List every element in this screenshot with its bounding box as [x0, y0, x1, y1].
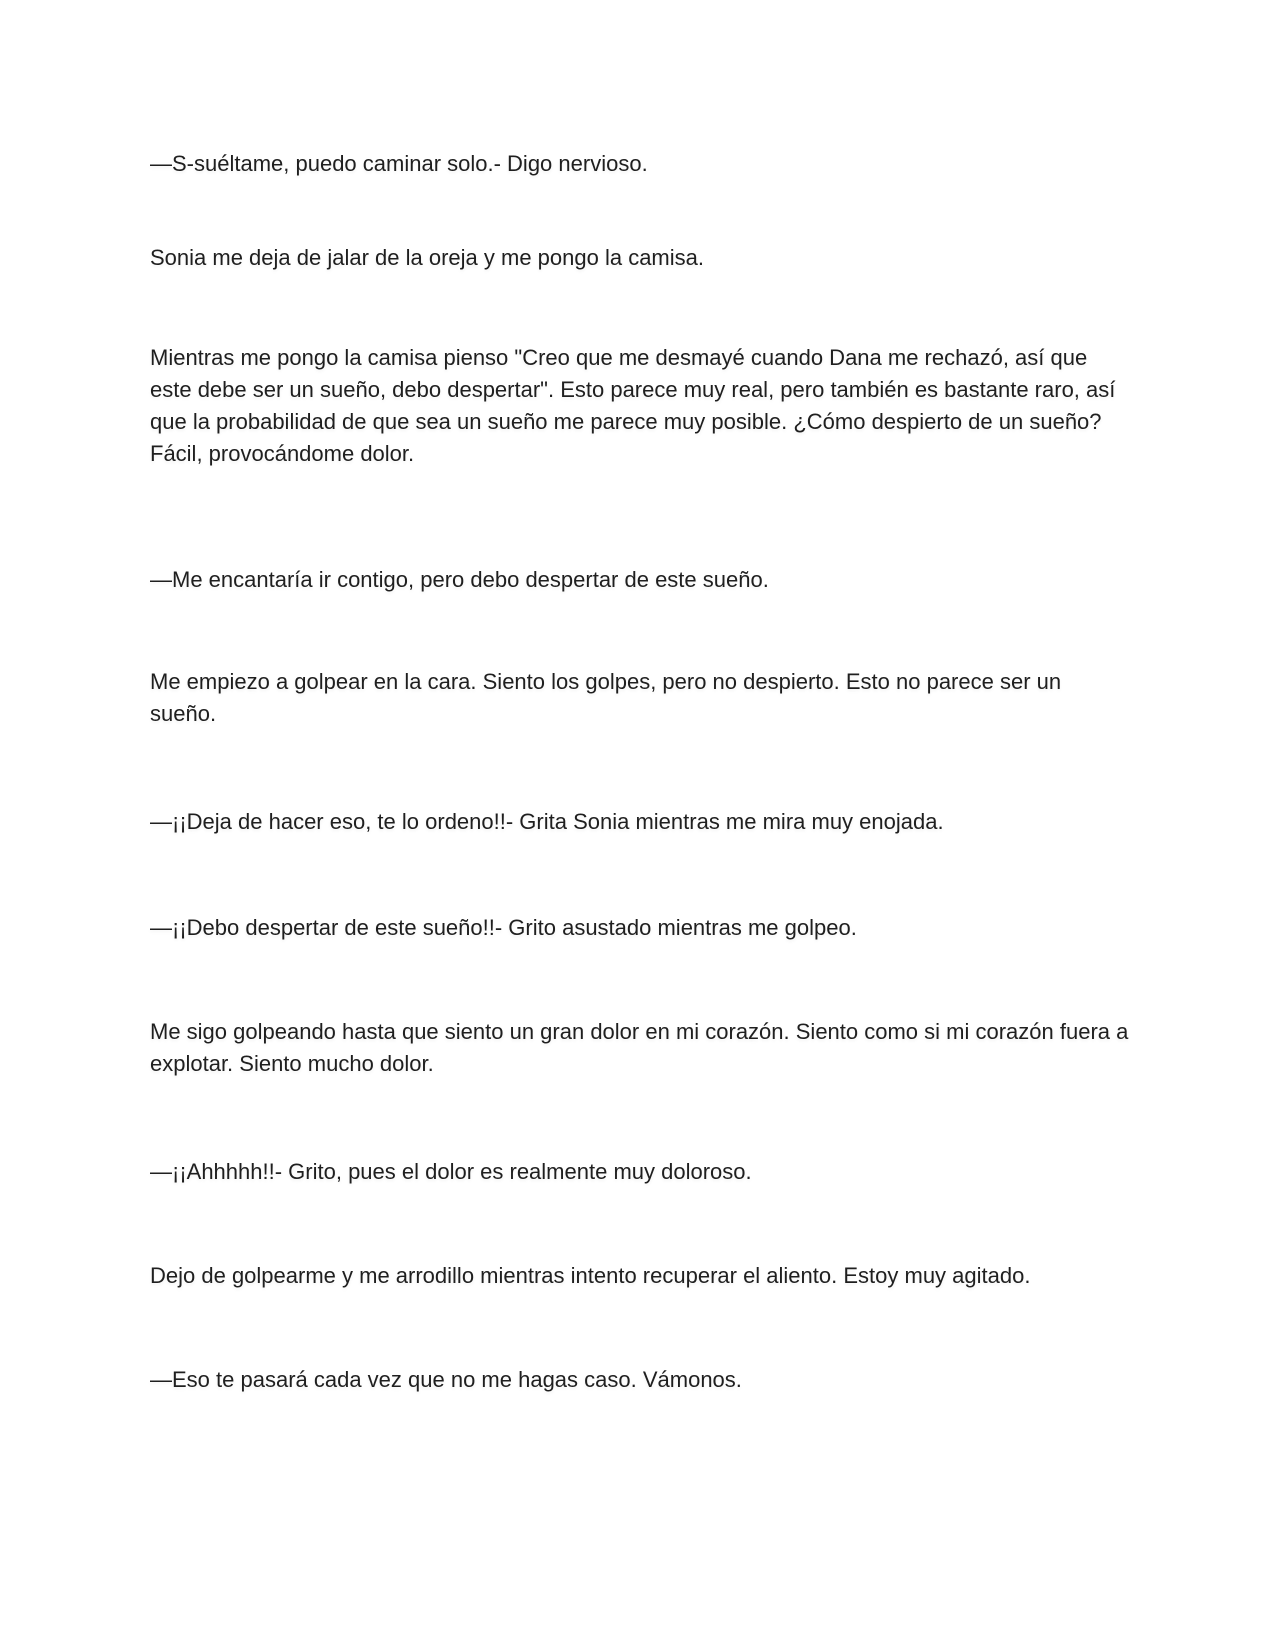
paragraph-7: —¡¡Debo despertar de este sueño!!- Grito asustado mientras me golpeo. — [150, 915, 857, 940]
paragraph-10: Dejo de golpearme y me arrodillo mientras intento recuperar el aliento. Estoy muy agitado. — [150, 1263, 1031, 1288]
paragraph-8: Me sigo golpeando hasta que siento un gran dolor en mi corazón. Siento como si mi corazón fuera a explotar. Siento mucho dolor. — [150, 1019, 1129, 1076]
paragraph-1: —S-suéltame, puedo caminar solo.- Digo nervioso. — [150, 151, 648, 176]
paragraph-3: Mientras me pongo la camisa pienso "Creo que me desmayé cuando Dana me rechazó, así que este debe ser un sueño, debo despertar". Esto parece muy real, pero también es bastante raro, así que la probabilidad de que sea un sueño me parece muy posible. ¿Cómo despierto de un sueño? Fácil, provocándome dolor. — [150, 345, 1116, 466]
paragraph-9: —¡¡Ahhhhh!!- Grito, pues el dolor es realmente muy doloroso. — [150, 1159, 752, 1184]
paragraph-6: —¡¡Deja de hacer eso, te lo ordeno!!- Grita Sonia mientras me mira muy enojada. — [150, 809, 944, 834]
paragraph-5: Me empiezo a golpear en la cara. Siento los golpes, pero no despierto. Esto no parece ser un sueño. — [150, 669, 1062, 726]
paragraph-2: Sonia me deja de jalar de la oreja y me pongo la camisa. — [150, 245, 704, 270]
paragraph-11: —Eso te pasará cada vez que no me hagas caso. Vámonos. — [150, 1367, 742, 1392]
paragraph-4: —Me encantaría ir contigo, pero debo despertar de este sueño. — [150, 567, 769, 592]
